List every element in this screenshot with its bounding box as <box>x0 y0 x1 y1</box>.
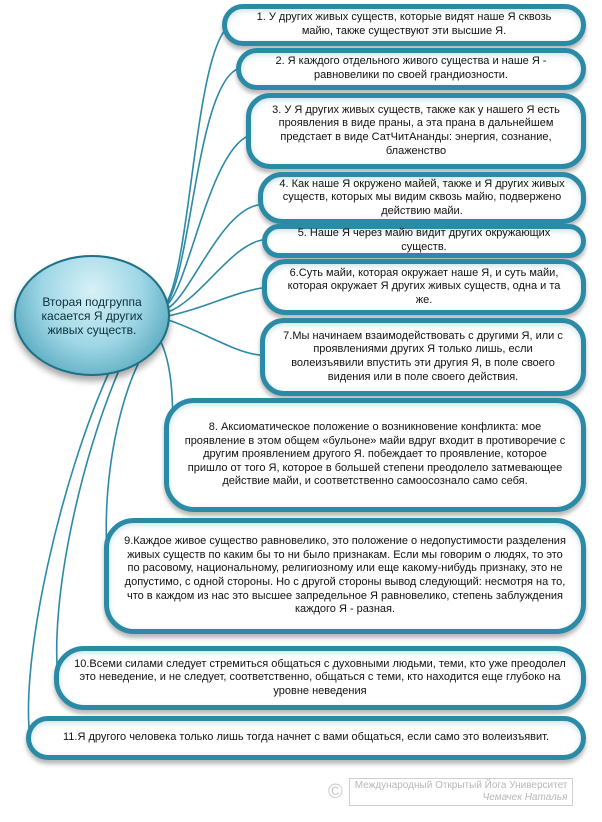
branch-item-2-text: 2. Я каждого отдельного живого существа и наше Я - равновелики по своей грандиозности. <box>275 55 547 81</box>
branch-item-3 <box>246 93 586 169</box>
branch-item-5-text: 5. Наше Я через майю видит других окружающих существ. <box>297 227 551 253</box>
branch-item-6 <box>262 259 586 315</box>
branch-item-11-text: 11.Я другого человека только лишь тогда начнет с вами общаться, если само это волеизъявит. <box>62 731 550 744</box>
watermark-box <box>349 778 574 806</box>
connector-10 <box>57 368 120 678</box>
central-topic-label: Вторая подгруппа касается Я других живых существ. <box>41 294 143 337</box>
branch-item-2 <box>236 48 586 90</box>
branch-item-4 <box>258 172 586 224</box>
branch-item-3-text: 3. У Я других живых существ, также как у нашего Я есть проявления в виде праны, а эта прана в дальнейшем предстает в виде СатЧитАнанды: энергия, сознание, блаженство <box>272 103 560 157</box>
central-topic-node <box>14 255 170 376</box>
connector-7 <box>168 320 260 355</box>
branch-item-10-text: 10.Всеми силами следует стремиться общаться с духовными людьми, теми, кто уже преодолел это неведение, и не следует, соответственно, общаться с теми, кто находится еще глубоко на уровне неведения <box>74 657 566 697</box>
branch-item-7-text: 7.Мы начинаем взаимодействовать с другими Я, или с проявлениями других Я только лишь, если волеизъявили впустить эти другия Я, в поле своего видения или в поле своего действия. <box>283 329 563 383</box>
watermark-line-1: Международный Открытый Йога Университет <box>354 780 568 791</box>
branch-item-5 <box>262 224 586 258</box>
branch-item-1 <box>222 4 586 46</box>
copyright-icon: © <box>328 780 343 803</box>
branch-item-11 <box>26 716 586 760</box>
branch-item-4-text: 4. Как наше Я окружено майей, также и Я других живых существ, которых мы видим сквозь майю, подвержено действию майи. <box>279 177 565 217</box>
branch-item-7 <box>260 318 586 396</box>
branch-item-8-text: 8. Аксиоматическое положение о возникновение конфликта: мое проявление в этом общем «бульоне» майи вдруг входит в противоречие с другим проявлением другого Я. побеждает то проявление, которое пришло от того Я, которое в большей степени преодолело затмевающее действие майи, и соответственно самоосознало само себя. <box>184 421 566 488</box>
branch-item-8 <box>164 398 586 512</box>
connector-3 <box>168 135 250 304</box>
branch-item-1-text: 1. У других живых существ, которые видят наше Я сквозь майю, также существуют эти высшие Я. <box>256 11 552 37</box>
branch-item-10 <box>54 646 586 710</box>
watermark <box>328 776 590 808</box>
branch-item-6-text: 6.Суть майи, которая окружает наше Я, и суть майи, которая окружает Я других живых существ, одна и та же. <box>287 266 561 306</box>
branch-item-9-text: 9.Каждое живое существо равновелико, это положение о недопустимости разделения живых существ по каким бы то ни было признакам. Если мы говорим о людях, то это по расовому, национальному, религиозному или еще какому-нибудь признаку, это не допустимо, с одной стороны. Но с другой стороны вывод следующий: несмотря на то, что в каждом из нас это высшее запредельное Я равновелико, степень заблуждения каждого Я - разная. <box>124 535 566 616</box>
branch-item-9 <box>104 518 586 634</box>
connector-2 <box>168 68 240 302</box>
watermark-line-2: Чемачек Наталья <box>482 792 568 803</box>
